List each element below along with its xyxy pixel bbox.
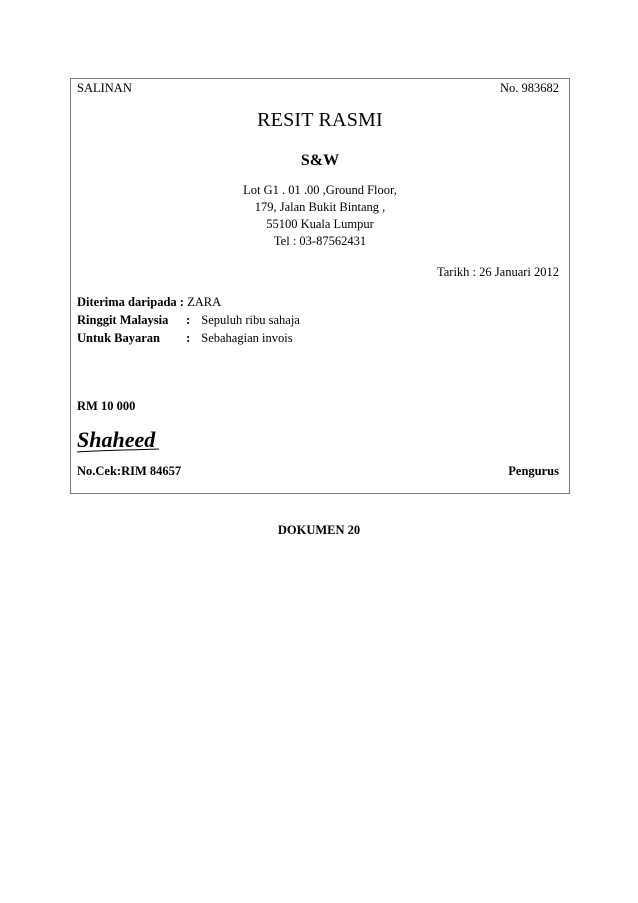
field-payment-for: [77, 331, 293, 346]
field-label: Ringgit Malaysia: [77, 313, 169, 327]
field-separator: :: [179, 295, 184, 309]
field-value: Sepuluh ribu sahaja: [201, 313, 300, 327]
field-value: Sebahagian invois: [201, 331, 293, 345]
field-label: Untuk Bayaran: [77, 331, 161, 345]
receipt-number: No. 983682: [499, 81, 559, 95]
address-line-1: Lot G1 . 01 .00 ,Ground Floor,: [243, 183, 397, 197]
signer-title: Pengurus: [508, 464, 559, 478]
receipt-date: Tarikh : 26 Januari 2012: [436, 265, 559, 279]
field-value: ZARA: [187, 295, 222, 309]
document-label: DOKUMEN 20: [277, 523, 361, 537]
cheque-number: No.Cek:RIM 84657: [77, 464, 182, 478]
signature: [75, 425, 165, 455]
receipt-title: RESIT RASMI: [257, 109, 383, 131]
address-line-4: Tel : 03-87562431: [273, 234, 367, 248]
company-name: S&W: [300, 152, 340, 169]
receipt-box: [70, 78, 570, 494]
field-label: Diterima daripada: [77, 295, 177, 309]
field-received-from: [77, 295, 221, 310]
field-ringgit-malaysia: [77, 313, 300, 328]
copy-label: SALINAN: [77, 81, 132, 95]
address-line-2: 179, Jalan Bukit Bintang ,: [254, 200, 386, 214]
signature-text: Shaheed: [77, 427, 156, 452]
field-separator: :: [186, 331, 191, 345]
address-line-3: 55100 Kuala Lumpur: [266, 217, 374, 231]
amount: RM 10 000: [77, 399, 136, 413]
field-separator: :: [186, 313, 191, 327]
